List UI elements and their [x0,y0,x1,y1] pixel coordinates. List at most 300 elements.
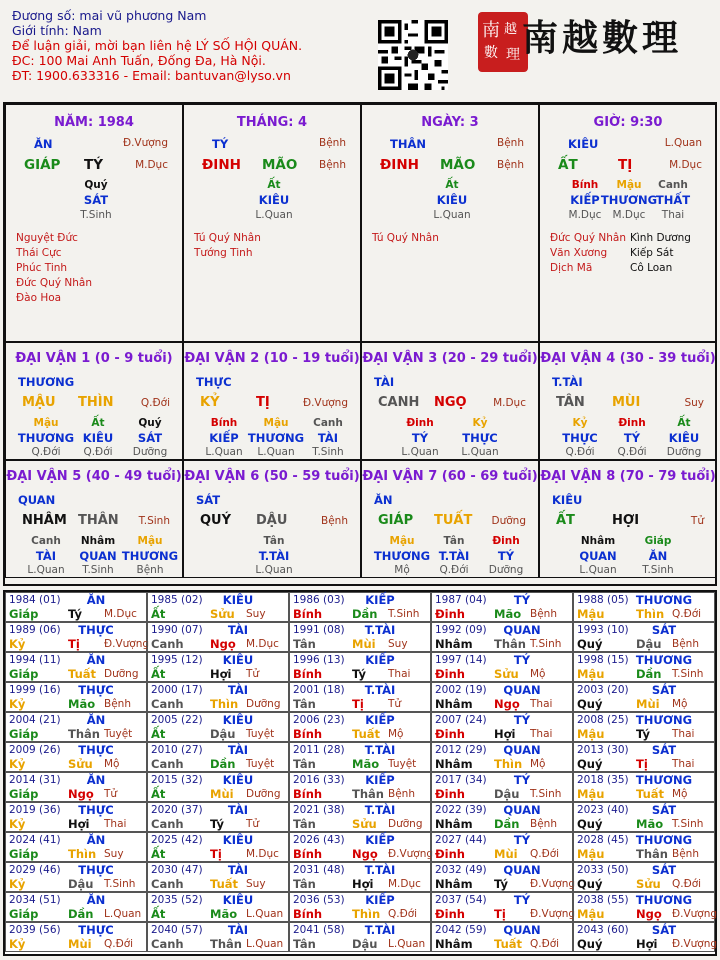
year-can: Mậu [577,667,605,681]
dai-van-5 [5,460,183,578]
years-table [3,590,717,956]
year-god: SÁT [651,803,677,817]
dv-hidden-state: L.Quan [257,446,295,458]
year-label: 2041 (58) [293,924,345,936]
year-label: 2025 (42) [151,834,203,846]
dv-chi: THÂN [78,513,119,528]
star-red: Thái Cực [16,247,62,259]
year-god: KIẾP [365,713,395,727]
top-god: KIÊU [568,137,599,151]
year-label: 2024 (41) [9,834,61,846]
year-label: 2030 (47) [151,864,203,876]
year-state: Thai [672,758,695,770]
year-cell [147,742,289,772]
year-cell [5,772,147,802]
year-label: 2033 (50) [577,864,629,876]
year-cell [5,682,147,712]
year-god: TÝ [513,773,531,787]
year-chi: Dần [210,757,236,771]
year-label: 2038 (55) [577,894,629,906]
dv-hidden-state: Q.Đới [439,564,469,576]
dv-hidden: Mậu [263,417,289,429]
year-state: Mộ [388,728,404,740]
year-label: 2012 (29) [435,744,487,756]
year-god: THỰC [78,923,114,937]
year-god: KIÊU [222,773,254,787]
can: ĐINH [202,157,241,173]
year-can: Đinh [435,847,465,861]
year-state: T.Sinh [530,788,562,800]
year-state: Thai [672,728,695,740]
dv-chi: THÌN [78,395,114,410]
dv-hidden-state: Q.Đới [565,446,595,458]
year-cell [573,622,715,652]
year-state: Dưỡng [246,788,281,800]
year-god: TÀI [227,923,249,937]
dai-van-6 [183,460,361,578]
year-god: TÝ [513,893,531,907]
year-cell [573,652,715,682]
year-can: Nhâm [435,697,473,711]
chi-state: Bệnh [319,159,346,171]
pillar-2 [183,104,361,342]
year-chi: Sửu [68,757,93,771]
year-cell [431,832,573,862]
year-can: Bính [293,727,323,741]
year-can: Quý [577,757,603,771]
pillar-title: NĂM: 1984 [54,115,134,130]
dv-hidden: Nhâm [580,535,616,547]
year-god: QUAN [503,743,541,757]
year-label: 1988 (05) [577,594,629,606]
dv-hidden-god: KIẾP [209,431,239,445]
year-chi: Mão [494,607,522,621]
year-cell [289,622,431,652]
year-chi: Ngọ [68,787,94,801]
hidden-stem: Canh [658,179,688,191]
year-can: Ất [151,607,166,621]
year-state: Suy [104,848,124,860]
top-state: Đ.Vượng [122,137,168,149]
dv-hidden-god: T.TÀI [438,549,470,563]
year-god: TÝ [513,713,531,727]
hidden-stem: Ất [267,179,281,191]
year-cell [147,592,289,622]
year-god: T.TÀI [364,743,396,757]
dv-state: Tử [690,515,704,527]
dv-hidden-state: L.Quan [461,446,499,458]
year-god: KIẾP [365,893,395,907]
year-cell [431,742,573,772]
year-cell [573,682,715,712]
year-chi: Tị [636,757,648,771]
year-cell [573,922,718,952]
chi-state: M.Dục [669,159,702,171]
year-state: M.Dục [246,848,279,860]
chi-state: M.Dục [135,159,168,171]
year-god: THỰC [78,623,114,637]
dv-state: Bệnh [321,515,348,527]
dv-hidden-god: THƯƠNG [17,431,75,445]
year-can: Nhâm [435,817,473,831]
dv-hidden-god: TÝ [411,431,429,445]
year-state: T.Sinh [672,668,704,680]
year-god: SÁT [651,743,677,757]
pillar-title: THÁNG: 4 [236,115,308,130]
year-chi: Thìn [210,697,239,711]
year-cell [573,802,715,832]
year-chi: Ngọ [494,697,520,711]
year-cell [431,772,573,802]
year-chi: Sửu [494,667,519,681]
star-red: Đức Quý Nhân [550,232,626,244]
year-label: 1984 (01) [9,594,61,606]
year-chi: Mão [352,757,380,771]
year-chi: Tý [68,607,82,621]
dv-state: Q.Đới [140,397,170,409]
year-cell [147,922,289,952]
hidden-stem: Ất [445,179,459,191]
year-can: Tân [293,817,316,831]
year-label: 2011 (28) [293,744,345,756]
chi-state: Bệnh [497,159,524,171]
pillar-title: NGÀY: 3 [421,115,479,130]
year-chi: Thân [210,937,242,951]
year-chi: Tuất [352,727,381,741]
year-label: 1986 (03) [293,594,345,606]
dv-hidden-state: L.Quan [401,446,439,458]
dv-god: QUAN [18,493,56,507]
year-cell [147,862,289,892]
year-label: 2016 (33) [293,774,345,786]
star-red: Tú Quý Nhân [372,232,439,244]
year-chi: Thân [352,787,384,801]
dv-hidden-god: THƯƠNG [373,549,431,563]
year-label: 2020 (37) [151,804,203,816]
hidden-state: T.Sinh [80,209,112,221]
year-state: Tuyệt [388,758,417,770]
pillar-4 [539,104,717,342]
owner-line: Đương số: mai vũ phương Nam [12,8,207,23]
year-can: Giáp [9,907,39,921]
dv-hidden-state: L.Quan [205,446,243,458]
hidden-state: M.Dục [568,209,602,221]
year-god: ĂN [86,833,106,847]
year-chi: Mùi [494,847,518,861]
year-chi: Tý [210,817,224,831]
year-chi: Hợi [494,727,516,741]
year-can: Đinh [435,607,465,621]
year-god: SÁT [651,863,677,877]
year-chi: Sửu [636,877,661,891]
year-state: Đ.Vượng [388,848,434,860]
year-can: Ất [151,727,166,741]
dv-can: CANH [378,395,420,410]
year-can: Bính [293,667,323,681]
can: GIÁP [24,157,61,173]
year-can: Ất [151,907,166,921]
year-label: 2028 (45) [577,834,629,846]
phone-email-line: ĐT: 1900.633316 - Email: bantuvan@lyso.vn [12,68,291,83]
dv-can: NHÂM [22,513,67,528]
header [12,8,302,83]
dv-hidden: Tân [263,535,285,547]
year-state: Suy [246,608,266,620]
year-chi: Thìn [494,757,523,771]
dai-van-title: ĐẠI VẬN 6 (50 - 59 tuổi) [184,469,360,484]
year-god: ĂN [86,713,106,727]
year-label: 1999 (16) [9,684,61,696]
year-chi: Ngọ [352,847,378,861]
year-can: Tân [293,697,316,711]
year-can: Tân [293,877,316,891]
year-cell [573,832,715,862]
year-god: KIẾP [365,773,395,787]
year-label: 1996 (13) [293,654,345,666]
chi: TỊ [618,157,633,173]
year-state: T.Sinh [672,818,704,830]
hidden-stem: Quý [84,179,108,191]
year-label: 2008 (25) [577,714,629,726]
year-cell [289,832,434,862]
star-red: Tướng Tinh [194,247,253,259]
year-state: Thai [530,698,553,710]
year-cell [5,922,147,952]
year-chi: Thìn [68,847,97,861]
year-label: 2015 (32) [151,774,203,786]
year-god: ĂN [86,773,106,787]
year-label: 2004 (21) [9,714,61,726]
dai-van-title: ĐẠI VẬN 2 (10 - 19 tuổi) [184,351,360,366]
hidden-stem: Mậu [616,179,642,191]
dai-van-7 [361,460,539,578]
year-state: T.Sinh [104,878,136,890]
year-state: Tử [104,788,118,800]
dv-hidden-god: TÝ [497,549,515,563]
year-can: Bính [293,607,323,621]
year-state: Đ.Vượng [530,878,576,890]
year-god: T.TÀI [364,863,396,877]
year-god: THỰC [78,683,114,697]
year-god: SÁT [651,923,677,937]
year-cell [431,622,573,652]
year-label: 2043 (60) [577,924,629,936]
dv-hidden: Canh [313,417,343,429]
year-label: 2019 (36) [9,804,61,816]
year-chi: Thân [636,847,668,861]
year-label: 2006 (23) [293,714,345,726]
dv-god: THƯƠNG [18,375,75,389]
year-label: 2018 (35) [577,774,629,786]
year-chi: Dậu [636,637,662,651]
year-label: 2032 (49) [435,864,487,876]
year-god: KIÊU [222,713,254,727]
year-god: KIẾP [365,653,395,667]
year-can: Bính [293,787,323,801]
year-god: T.TÀI [364,683,396,697]
year-label: 2009 (26) [9,744,61,756]
hidden-god: SÁT [83,193,109,207]
year-cell [289,862,431,892]
top-state: L.Quan [664,137,702,149]
qr-code-icon [378,20,448,90]
dai-van-title: ĐẠI VẬN 3 (20 - 29 tuổi) [362,351,538,366]
pillar-3 [361,104,539,342]
year-state: Bệnh [672,638,699,650]
year-cell [5,892,147,922]
year-cell [147,682,289,712]
year-god: THỰC [78,743,114,757]
year-chi: Tị [494,907,506,921]
year-can: Đinh [435,907,465,921]
year-cell [289,922,431,952]
year-chi: Hợi [352,877,374,891]
year-god: KIẾP [365,593,395,607]
year-god: SÁT [651,623,677,637]
year-god: THỰC [78,803,114,817]
year-can: Tân [293,937,316,951]
year-cell [431,802,573,832]
hidden-god: KIÊU [436,193,468,207]
year-chi: Ngọ [636,907,662,921]
year-god: TÝ [513,593,531,607]
year-can: Mậu [577,727,605,741]
hidden-state: L.Quan [255,209,293,221]
year-can: Canh [151,637,184,651]
dv-hidden-god: ĂN [648,549,668,563]
year-chi: Tuất [494,937,523,951]
year-chi: Hợi [636,937,658,951]
year-god: THƯƠNG [635,833,693,847]
year-cell [289,802,431,832]
dv-hidden-state: T.Sinh [642,564,674,576]
dv-hidden-god: KIÊU [668,431,700,445]
year-can: Canh [151,937,184,951]
star-red: Đức Quý Nhân [16,277,92,289]
star-red: Đào Hoa [16,292,62,304]
year-label: 1985 (02) [151,594,203,606]
dv-hidden: Kỷ [472,417,488,429]
year-can: Tân [293,637,316,651]
year-chi: Dần [68,907,94,921]
dv-hidden-god: THƯƠNG [121,549,179,563]
dv-chi: DẬU [256,513,288,528]
dv-can: ẤT [556,513,575,528]
year-can: Quý [577,937,603,951]
year-chi: Dậu [494,787,520,801]
year-chi: Thân [494,637,526,651]
year-cell [5,712,147,742]
year-cell [573,892,718,922]
year-can: Kỷ [9,937,26,951]
dv-can: MẬU [22,395,56,410]
year-chi: Tuất [68,667,97,681]
top-state: Bệnh [319,137,346,149]
year-label: 2002 (19) [435,684,487,696]
dv-can: QUÝ [200,513,232,528]
hidden-god: KIẾP [570,193,600,207]
year-label: 2026 (43) [293,834,345,846]
year-state: M.Dục [388,878,421,890]
chart-grid [3,102,717,586]
year-god: TÝ [513,653,531,667]
year-cell [147,652,289,682]
year-god: T.TÀI [364,803,396,817]
dv-hidden-god: TÀI [317,431,339,445]
year-state: Q.Đới [530,848,560,860]
year-chi: Dần [636,667,662,681]
year-state: Bệnh [530,818,557,830]
year-label: 2021 (38) [293,804,345,816]
year-state: Dưỡng [104,668,139,680]
dv-chi: MÙI [612,395,641,410]
year-chi: Mùi [68,937,92,951]
hidden-stem: Bính [571,179,599,191]
year-can: Kỷ [9,697,26,711]
dv-chi: HỢI [612,513,640,528]
dv-hidden-god: THỰC [462,431,498,445]
year-can: Canh [151,817,184,831]
dv-hidden: Kỷ [572,417,588,429]
year-label: 1989 (06) [9,624,61,636]
year-god: KIÊU [222,653,254,667]
dv-state: M.Dục [493,397,526,409]
year-label: 2037 (54) [435,894,487,906]
dv-hidden-state: Q.Đới [617,446,647,458]
year-chi: Tý [494,877,508,891]
year-state: Thai [388,668,411,680]
dv-hidden: Bính [210,417,238,429]
year-cell [147,712,289,742]
star-red: Văn Xương [550,247,608,259]
year-chi: Mùi [210,787,234,801]
year-state: Bệnh [104,698,131,710]
dv-hidden-god: QUAN [79,549,117,563]
year-cell [289,652,431,682]
year-can: Canh [151,877,184,891]
year-label: 1998 (15) [577,654,629,666]
dv-hidden-state: T.Sinh [82,564,114,576]
dv-hidden: Canh [31,535,61,547]
year-cell [431,712,573,742]
year-god: THƯƠNG [635,773,693,787]
year-god: THỰC [78,863,114,877]
year-label: 2022 (39) [435,804,487,816]
year-label: 2003 (20) [577,684,629,696]
year-god: THƯƠNG [635,893,693,907]
chi: TÝ [84,157,103,173]
year-god: T.TÀI [364,623,396,637]
year-chi: Hợi [68,817,90,831]
year-god: ĂN [86,653,106,667]
dv-god: KIÊU [552,493,583,507]
year-can: Giáp [9,727,39,741]
year-label: 2001 (18) [293,684,345,696]
year-state: T.Sinh [388,608,420,620]
year-god: TÀI [227,863,249,877]
dv-hidden: Mậu [33,417,59,429]
pillar-title: GIỜ: 9:30 [593,115,663,130]
year-god: TÀI [227,803,249,817]
year-cell [289,892,431,922]
year-chi: Tị [210,847,222,861]
year-cell [431,922,573,952]
dv-god: THỰC [196,375,232,389]
dv-state: Suy [684,397,704,409]
star-black: Cô Loan [630,262,673,274]
dv-hidden: Ất [677,417,691,429]
year-label: 1992 (09) [435,624,487,636]
